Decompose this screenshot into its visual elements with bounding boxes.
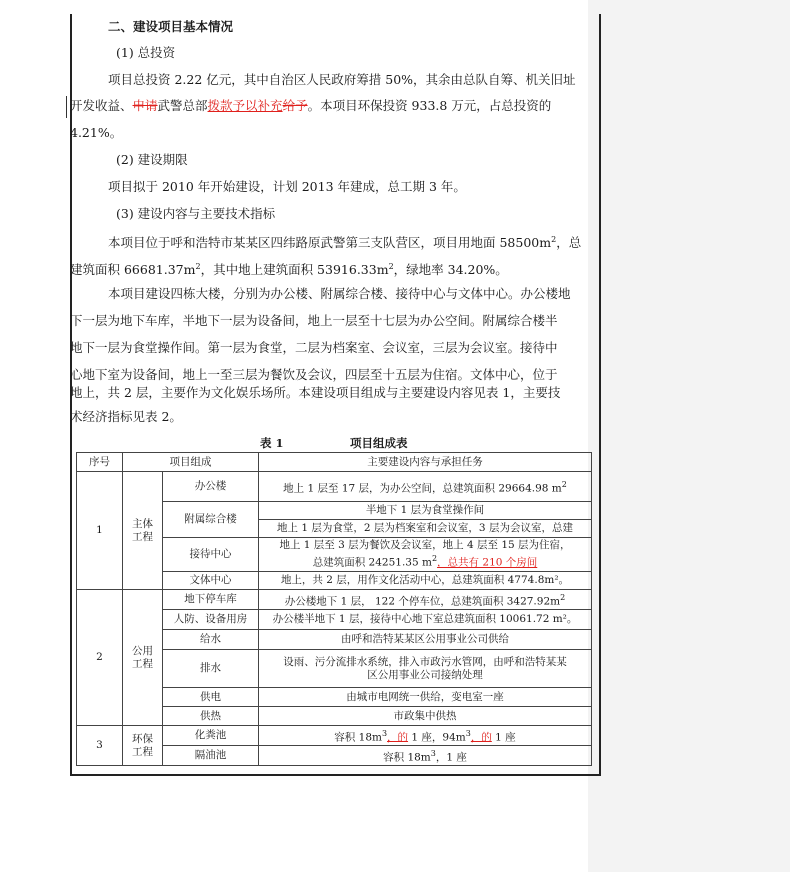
table-row: 接待中心 地上 1 层至 3 层为餐饮及会议室，地上 4 层至 15 层为住宿， 总建筑面积 24251.35 $m^2$，总共有 210 个房间 (77, 538, 592, 572)
paragraph-line: 项目拟于 2010 年开始建设，计划 2013 年建成，总工期 3 年。 (108, 179, 466, 194)
paragraph-line: 术经济指标见表 2。 (70, 409, 182, 424)
table-row: 供电 由城市电网统一供给，变电室一座 (77, 688, 592, 707)
paragraph-line-tracked: 开发收益、申请武警总部拨款予以补充给予。本项目环保投资 933.8 万元，占总投资的 (70, 98, 552, 113)
content-cell: 地上 1 层至 17 层，为办公空间，总建筑面积 29664.98 $m^2$ (259, 472, 592, 502)
content-cell: 市政集中供热 (259, 707, 592, 726)
content-cell: 由城市电网统一供给，变电室一座 (259, 688, 592, 707)
paragraph-line: 下一层为地下车库，半地下一层为设备间，地上一层至十七层为办公空间。附属综合楼半 (70, 313, 558, 328)
content-cell: 容积 $18m^3$，的 1 座，$94m^3$，的 1 座 (259, 726, 592, 746)
group-cell: 主体 工程 (123, 472, 163, 590)
change-bar (66, 96, 67, 118)
paragraph-line: 建筑面积 $66681.37m^2$，其中地上建筑面积 $53916.33m^2$，绿地率 34.20%。 (70, 262, 508, 278)
content-cell: 设雨、污分流排水系统，排入市政污水管网，由呼和浩特某某 区公用事业公司接纳处理 (259, 650, 592, 688)
content-cell: 办公楼半地下 1 层，接待中心地下室总建筑面积 10061.72 m²。 (259, 610, 592, 630)
table-row: 人防、设备用房 办公楼半地下 1 层，接待中心地下室总建筑面积 10061.72 m²。 (77, 610, 592, 630)
table-row: 文体中心 地上，共 2 层，用作文化活动中心，总建筑面积 4774.8m²。 (77, 572, 592, 590)
content-cell: 地上，共 2 层，用作文化活动中心，总建筑面积 4774.8m²。 (259, 572, 592, 590)
paragraph-line: 4.21%。 (70, 125, 123, 140)
project-table (76, 452, 592, 766)
paragraph-line: 地上，共 2 层，主要作为文化娱乐场所。本建设项目组成与主要建设内容见表 1，主要技 (70, 385, 561, 400)
subheading-investment: (1) 总投资 (116, 45, 176, 60)
content-cell: 办公楼地下 1 层， 122 个停车位，总建筑面积 $3427.92m^2$ (259, 590, 592, 610)
section-heading: 二、建设项目基本情况 (108, 19, 234, 34)
header-cell: 项目组成 (123, 453, 259, 472)
table-row: 3 环保 工程 化粪池 容积 $18m^3$，的 1 座，$94m^3$，的 1 座 (77, 726, 592, 746)
header-cell: 主要建设内容与承担任务 (259, 453, 592, 472)
paragraph-line: 心地下室为设备间，地上一至三层为餐饮及会议，四层至十五层为住宿。文体中心，位于 (70, 367, 558, 382)
table-row: 排水 设雨、污分流排水系统，排入市政污水管网，由呼和浩特某某 区公用事业公司接纳处理 (77, 650, 592, 688)
table-title: 表 1 项目组成表 (260, 436, 408, 450)
paragraph-line: 本项目建设四栋大楼，分别为办公楼、附属综合楼、接待中心与文体中心。办公楼地 (108, 286, 571, 301)
paragraph-line: 本项目位于呼和浩特市某某区四纬路原武警第三支队营区，项目用地面 $58500m^2$，总 (108, 235, 582, 251)
content-cell: 地上 1 层至 3 层为餐饮及会议室，地上 4 层至 15 层为住宿， 总建筑面积 24251.35 $m^2$，总共有 210 个房间 (259, 538, 592, 572)
table-header-row (77, 453, 592, 472)
table-row: 供热 市政集中供热 (77, 707, 592, 726)
table-row: 隔油池 容积 $18m^3$，1 座 (77, 746, 592, 766)
table-row: 附属综合楼 半地下 1 层为食堂操作间 地上 1 层为食堂，2 层为档案室和会议室，3 层为会议室，总建 (77, 502, 592, 538)
subheading-period: (2) 建设期限 (116, 152, 188, 167)
table-row: 给水 由呼和浩特某某区公用事业公司供给 (77, 630, 592, 650)
table-row: 2 公用 工程 地下停车库 办公楼地下 1 层， 122 个停车位，总建筑面积 $3427.92m^2$ (77, 590, 592, 610)
paragraph-line: 地下一层为食堂操作间。第一层为食堂，二层为档案室、会议室，三层为会议室。接待中 (70, 340, 558, 355)
subheading-content: (3) 建设内容与主要技术指标 (116, 206, 276, 221)
paragraph-line: 项目总投资 2.22 亿元，其中自治区人民政府筹措 50%，其余由总队自筹、机关旧址 (108, 72, 576, 87)
table-row: 1 主体 工程 办公楼 地上 1 层至 17 层，为办公空间，总建筑面积 29664.98 $m^2$ (77, 472, 592, 502)
content-cell: 由呼和浩特某某区公用事业公司供给 (259, 630, 592, 650)
header-cell: 序号 (77, 453, 123, 472)
content-cell: 半地下 1 层为食堂操作间 地上 1 层为食堂，2 层为档案室和会议室，3 层为会议室，总建 (259, 502, 592, 538)
deleted-text: 给予 (282, 98, 308, 113)
comment-margin (588, 0, 790, 872)
group-cell: 环保 工程 (123, 726, 163, 766)
content-cell: 容积 $18m^3$，1 座 (259, 746, 592, 766)
deleted-text: 申请 (132, 98, 158, 113)
inserted-text: 拨款予以补充 (207, 98, 283, 113)
group-cell: 公用 工程 (123, 590, 163, 726)
